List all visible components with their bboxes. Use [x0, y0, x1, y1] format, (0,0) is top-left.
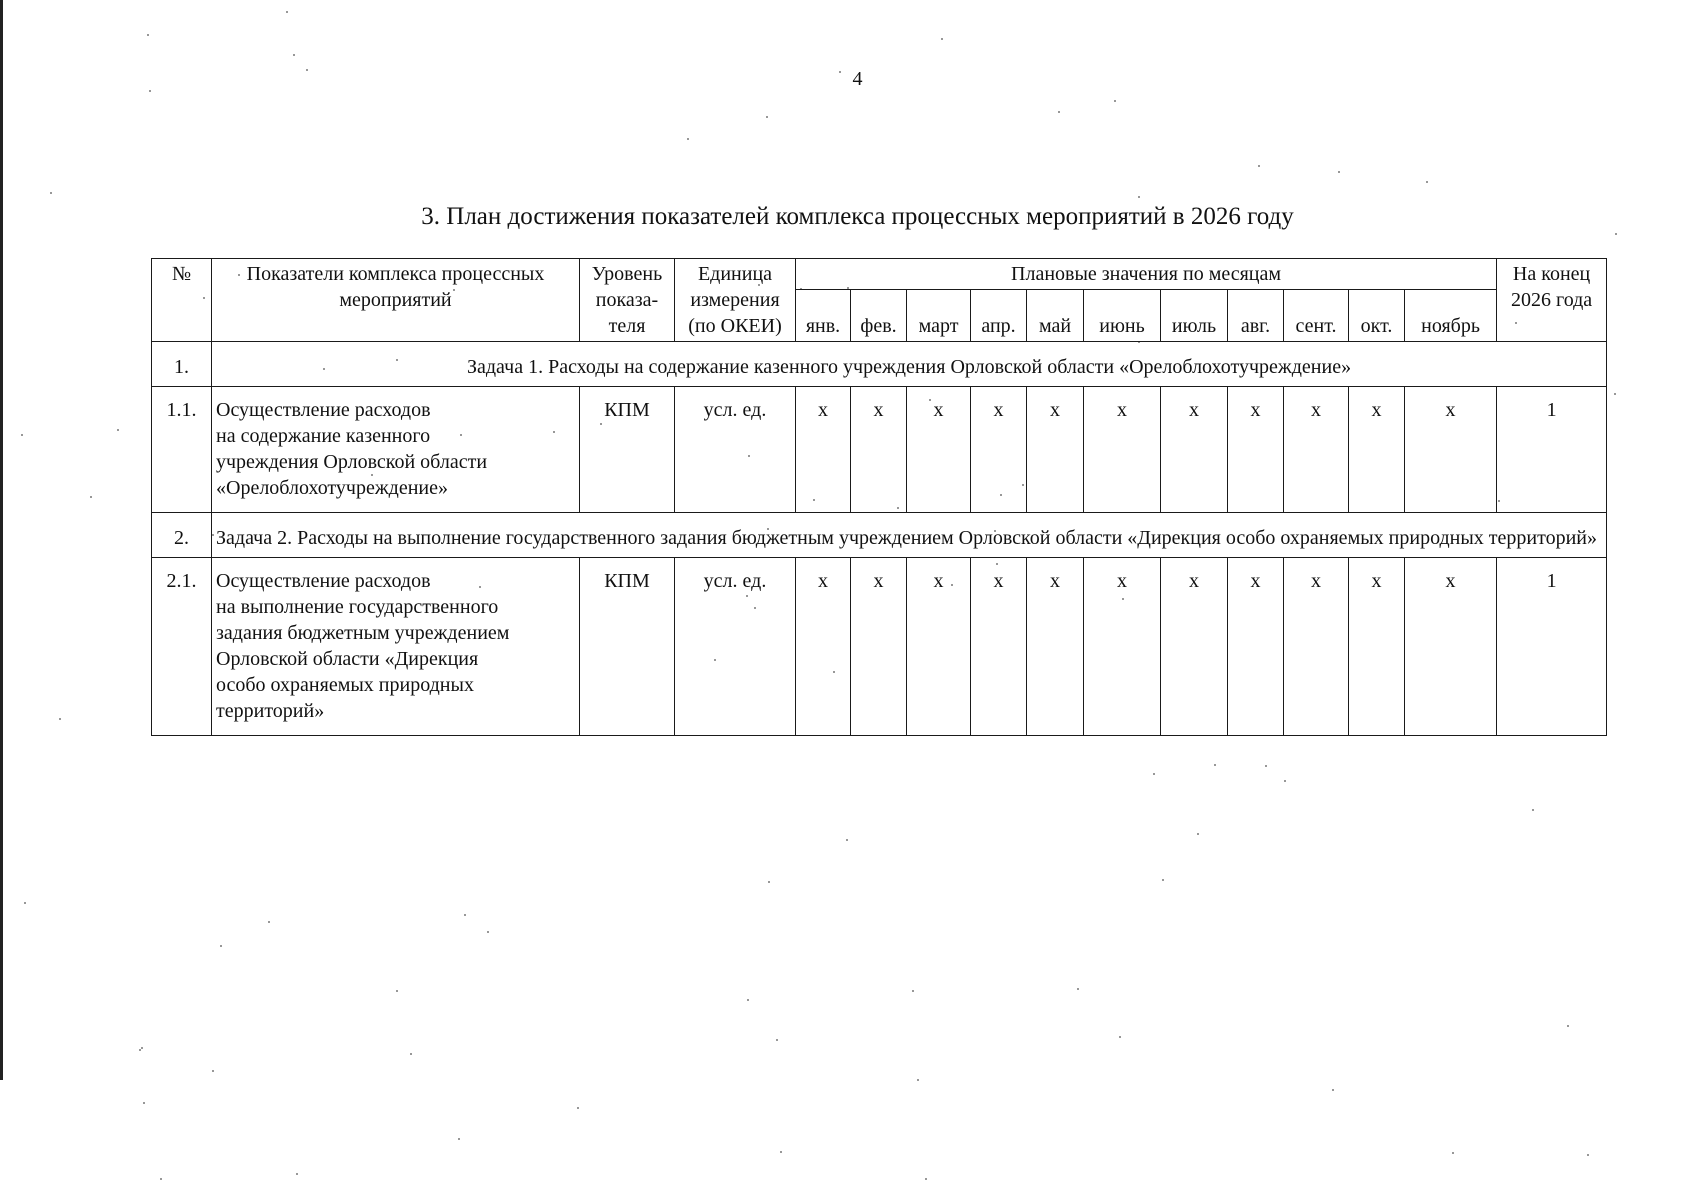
speck — [220, 945, 222, 947]
header-month: апр. — [971, 290, 1027, 342]
speck — [50, 192, 52, 194]
speck — [410, 1053, 412, 1055]
speck — [268, 921, 270, 923]
header-num: № — [152, 259, 212, 342]
document-title: 3. План достижения показателей комплекса процессных мероприятий в 2026 году — [421, 203, 1294, 230]
speck — [1587, 1154, 1589, 1156]
speck — [925, 1178, 927, 1180]
table-body — [152, 342, 1607, 736]
month-value: x — [1228, 558, 1284, 736]
speck — [1153, 773, 1155, 775]
indicator-level: КПМ — [580, 558, 675, 736]
speck — [212, 1070, 214, 1072]
header-month: окт. — [1349, 290, 1405, 342]
speck — [1214, 764, 1216, 766]
month-value: x — [796, 387, 851, 513]
speck — [487, 931, 489, 933]
indicator-row — [152, 387, 1607, 513]
speck — [1265, 765, 1267, 767]
speck — [846, 839, 848, 841]
indicator-name: Осуществление расходов на выполнение государственного задания бюджетным учреждением Орловской области «Дирекция особо охраняемых природных территорий» — [212, 558, 580, 736]
speck — [766, 116, 768, 118]
speck — [1567, 1025, 1569, 1027]
month-value: x — [971, 387, 1027, 513]
speck — [1258, 165, 1260, 167]
speck — [747, 999, 749, 1001]
plan-table — [151, 258, 1607, 736]
header-month: март — [907, 290, 971, 342]
speck — [458, 1138, 460, 1140]
speck — [1114, 100, 1116, 102]
month-value: x — [1228, 387, 1284, 513]
speck — [1119, 1036, 1121, 1038]
month-value: x — [907, 558, 971, 736]
speck — [143, 1102, 145, 1104]
speck — [768, 881, 770, 883]
month-value: x — [1405, 387, 1497, 513]
header-month: фев. — [851, 290, 907, 342]
header-month: июль — [1161, 290, 1228, 342]
speck — [286, 11, 288, 13]
month-value: x — [1349, 558, 1405, 736]
end-of-year-value: 1 — [1497, 558, 1607, 736]
speck — [687, 138, 689, 140]
header-unit: Единица измерения (по ОКЕИ) — [675, 259, 796, 342]
page-number: 4 — [852, 68, 863, 90]
task-row — [152, 342, 1607, 387]
task-number: 1. — [152, 342, 212, 387]
month-value: x — [1161, 387, 1228, 513]
month-value: x — [796, 558, 851, 736]
month-value: x — [1161, 558, 1228, 736]
header-month: июнь — [1084, 290, 1161, 342]
month-value: x — [1084, 387, 1161, 513]
speck — [917, 1079, 919, 1081]
header-month: сент. — [1284, 290, 1349, 342]
speck — [141, 1047, 143, 1049]
speck — [464, 914, 466, 916]
page-edge-line — [0, 0, 3, 1080]
speck — [1162, 879, 1164, 881]
speck — [396, 990, 398, 992]
header-level: Уровень показа-теля — [580, 259, 675, 342]
speck — [160, 1178, 162, 1180]
speck — [912, 990, 914, 992]
task-title: Задача 1. Расходы на содержание казенного учреждения Орловской области «Орелоблохотучреждение» — [212, 342, 1607, 387]
header-month: янв. — [796, 290, 851, 342]
indicator-name: Осуществление расходов на содержание казенного учреждения Орловской области «Орелоблохотучреждение» — [212, 387, 580, 513]
speck — [1426, 181, 1428, 183]
month-value: x — [1349, 387, 1405, 513]
month-value: x — [1084, 558, 1161, 736]
header-month: май — [1027, 290, 1084, 342]
month-value: x — [1027, 387, 1084, 513]
task-title: Задача 2. Расходы на выполнение государственного задания бюджетным учреждением Орловской области «Дирекция особо охраняемых природных территорий» — [212, 513, 1607, 558]
table-header — [152, 259, 1607, 342]
speck — [90, 496, 92, 498]
speck — [24, 902, 26, 904]
speck — [1615, 233, 1617, 235]
header-month: авг. — [1228, 290, 1284, 342]
speck — [776, 1039, 778, 1041]
month-value: x — [971, 558, 1027, 736]
indicator-row — [152, 558, 1607, 736]
speck — [293, 54, 295, 56]
month-value: x — [1405, 558, 1497, 736]
speck — [1058, 111, 1060, 113]
speck — [1284, 780, 1286, 782]
indicator-number: 1.1. — [152, 387, 212, 513]
task-row — [152, 513, 1607, 558]
speck — [577, 1107, 579, 1109]
speck — [59, 718, 61, 720]
speck — [21, 434, 23, 436]
month-value: x — [1027, 558, 1084, 736]
indicator-level: КПМ — [580, 387, 675, 513]
speck — [1614, 393, 1616, 395]
task-number: 2. — [152, 513, 212, 558]
month-value: x — [1284, 558, 1349, 736]
month-value: x — [851, 558, 907, 736]
month-value: x — [907, 387, 971, 513]
month-value: x — [851, 387, 907, 513]
speck — [1332, 1089, 1334, 1091]
month-value: x — [1284, 387, 1349, 513]
indicator-number: 2.1. — [152, 558, 212, 736]
speck — [1077, 988, 1079, 990]
speck — [1452, 1152, 1454, 1154]
indicator-unit: усл. ед. — [675, 387, 796, 513]
speck — [1338, 171, 1340, 173]
header-indicator: Показатели комплекса процессных мероприятий — [212, 259, 580, 342]
speck — [1532, 809, 1534, 811]
speck — [1138, 196, 1140, 198]
speck — [147, 34, 149, 36]
end-of-year-value: 1 — [1497, 387, 1607, 513]
speck — [139, 1049, 141, 1051]
speck — [941, 38, 943, 40]
header-monthly-group: Плановые значения по месяцам — [796, 259, 1497, 290]
speck — [117, 429, 119, 431]
speck — [1197, 833, 1199, 835]
speck — [296, 1173, 298, 1175]
speck — [780, 1151, 782, 1153]
header-month: ноябрь — [1405, 290, 1497, 342]
header-end-of-year: На конец 2026 года — [1497, 259, 1607, 342]
indicator-unit: усл. ед. — [675, 558, 796, 736]
